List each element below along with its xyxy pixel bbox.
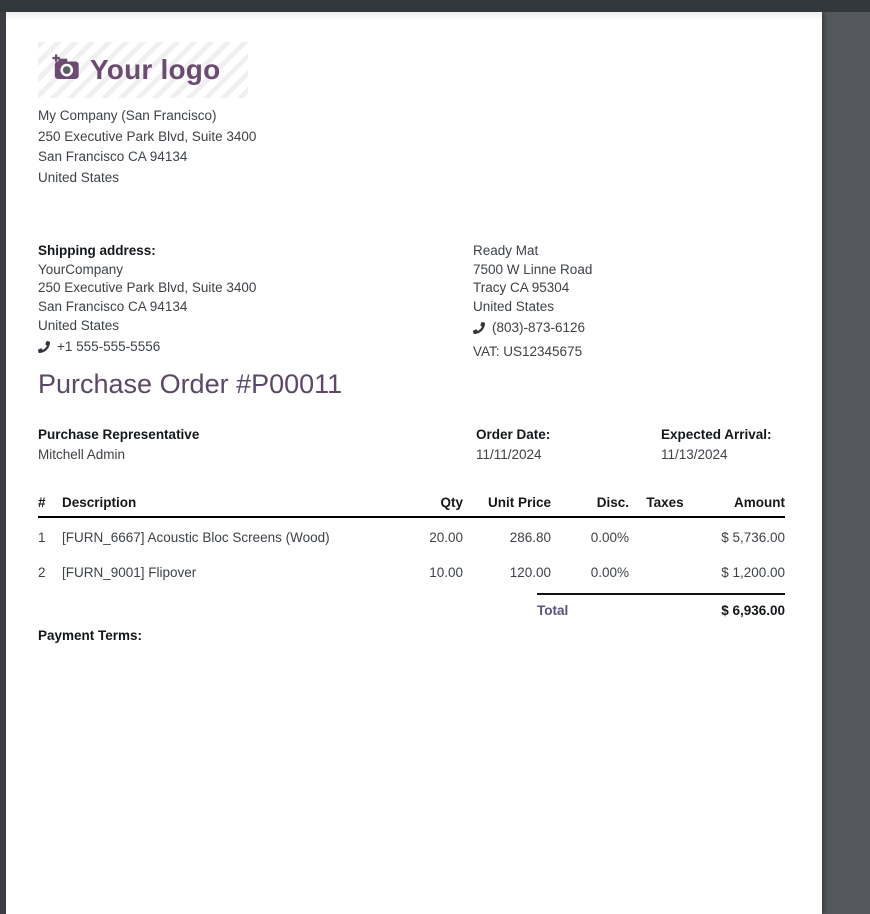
expected-arrival-value: 11/13/2024 xyxy=(661,447,728,462)
vendor-city: Tracy CA 95304 xyxy=(473,280,570,296)
line-description: [FURN_9001] Flipover xyxy=(62,565,197,580)
table-header-row xyxy=(38,495,785,518)
payment-terms-label: Payment Terms: xyxy=(38,628,143,643)
col-header-unit-price: Unit Price xyxy=(487,495,551,510)
page-title: Purchase Order #P00011 xyxy=(38,369,343,399)
line-amount: $ 1,200.00 xyxy=(721,565,785,580)
company-country: United States xyxy=(38,169,120,185)
vendor-vat: VAT: US12345675 xyxy=(473,343,583,359)
table-body xyxy=(38,518,785,590)
viewer-left-edge xyxy=(0,12,6,914)
vendor-street: 7500 W Linne Road xyxy=(473,261,593,277)
vendor-phone: (803)-873-6126 xyxy=(492,319,586,335)
vendor-country: United States xyxy=(473,299,555,315)
company-name: My Company (San Francisco) xyxy=(38,108,217,123)
purchase-representative-label: Purchase Representative xyxy=(38,427,200,442)
vendor-address-block xyxy=(473,242,592,361)
line-number: 1 xyxy=(38,530,46,545)
expected-arrival-field xyxy=(661,427,785,463)
line-disc: 0.00% xyxy=(590,530,629,545)
table-row xyxy=(38,520,785,555)
document-page xyxy=(6,12,822,914)
total-label: Total xyxy=(537,603,569,618)
col-header-number: # xyxy=(38,495,46,510)
line-unit-price: 286.80 xyxy=(509,530,551,545)
line-description: [FURN_6667] Acoustic Bloc Screens (Wood) xyxy=(62,530,330,545)
order-date-value: 11/11/2024 xyxy=(476,447,542,462)
line-qty: 10.00 xyxy=(429,565,463,580)
line-amount: $ 5,736.00 xyxy=(721,530,785,545)
line-number: 2 xyxy=(38,565,46,580)
shipping-address-label: Shipping address: xyxy=(38,243,156,258)
total-amount: $ 6,936.00 xyxy=(721,603,785,618)
col-header-description: Description xyxy=(62,495,137,510)
table-row xyxy=(38,555,785,590)
phone-icon xyxy=(473,322,485,334)
shipping-phone: +1 555-555-5556 xyxy=(57,338,161,354)
shipping-city: San Francisco CA 94134 xyxy=(38,299,188,315)
company-address-block xyxy=(38,106,256,188)
company-street: 250 Executive Park Blvd, Suite 3400 xyxy=(38,128,257,144)
line-qty: 20.00 xyxy=(429,530,463,545)
shipping-country: United States xyxy=(38,317,120,333)
col-header-disc: Disc. xyxy=(596,495,629,510)
col-header-amount: Amount xyxy=(734,495,785,510)
vendor-name: Ready Mat xyxy=(473,243,539,258)
purchase-representative-field xyxy=(38,427,476,463)
company-city: San Francisco CA 94134 xyxy=(38,149,188,164)
expected-arrival-label: Expected Arrival: xyxy=(661,427,772,442)
line-disc: 0.00% xyxy=(590,565,629,580)
purchase-representative-value: Mitchell Admin xyxy=(38,447,126,462)
col-header-taxes: Taxes xyxy=(646,495,684,510)
company-logo-placeholder xyxy=(38,42,248,98)
logo-text: Your logo xyxy=(90,54,221,85)
shipping-name: YourCompany xyxy=(38,261,124,277)
order-date-label: Order Date: xyxy=(476,427,551,442)
phone-icon xyxy=(38,341,50,353)
viewer-top-bar xyxy=(0,0,870,12)
camera-plus-icon xyxy=(51,53,82,87)
shipping-address-block xyxy=(38,242,256,356)
total-row xyxy=(537,593,785,618)
line-unit-price: 120.00 xyxy=(509,565,551,580)
col-header-qty: Qty xyxy=(440,495,463,510)
order-info-row xyxy=(38,427,785,463)
shipping-street: 250 Executive Park Blvd, Suite 3400 xyxy=(38,280,257,296)
order-date-field xyxy=(476,427,661,463)
order-lines-table xyxy=(38,495,785,618)
